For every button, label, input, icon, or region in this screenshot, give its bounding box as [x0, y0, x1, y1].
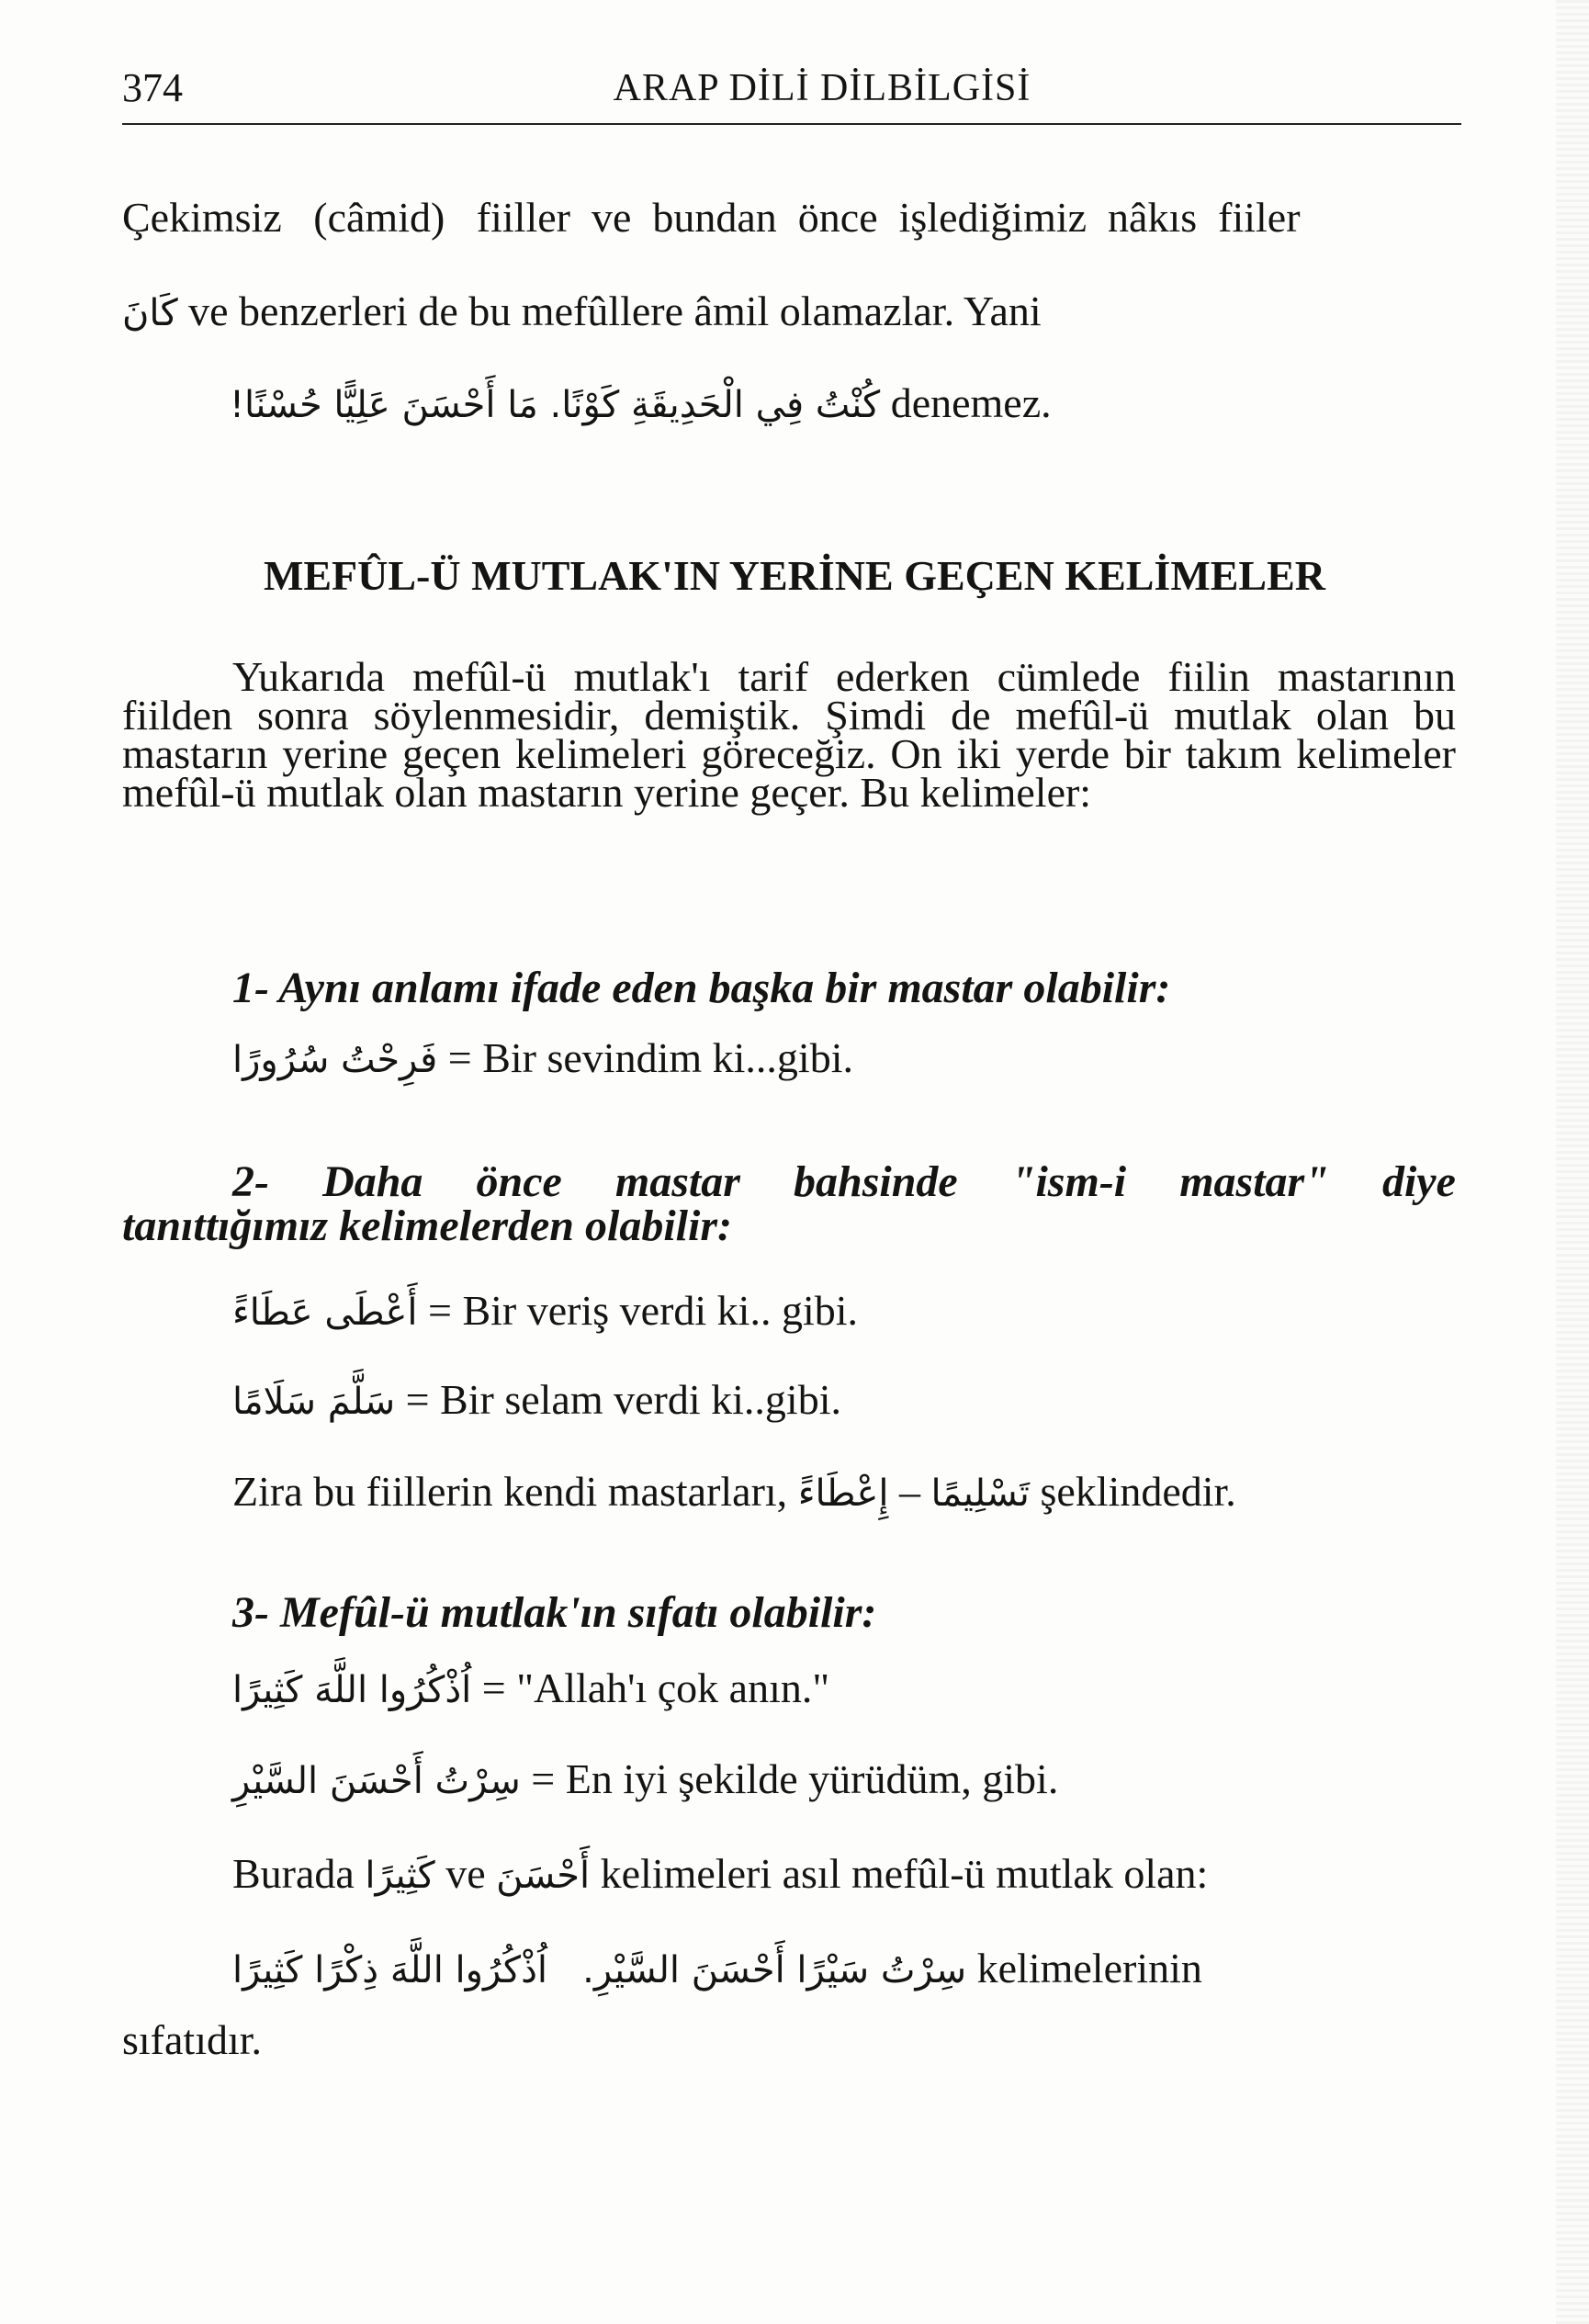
intro-line-2-text: ve benzerleri de bu mefûllere âmil olamazlar. Yani [188, 288, 1042, 334]
title-word: bahsinde [794, 1157, 958, 1206]
example-1-1-meaning: = Bir sevindim ki...gibi. [447, 1034, 853, 1081]
intro-line-3 [230, 378, 1052, 430]
burada-text: Burada [232, 1850, 355, 1897]
header-rule [122, 123, 1461, 125]
page-number: 374 [122, 65, 183, 110]
intro-line-1: Çekimsiz (câmid) fiiller ve bundan önce işlediğimiz nâkıs fiiler [122, 194, 1301, 241]
subsection-2-example-1 [232, 1286, 858, 1337]
arabic-kathiran: كَثِيرًا [365, 1855, 435, 1897]
body-paragraph [122, 653, 1456, 816]
title-word: önce [476, 1157, 562, 1206]
subsection-3-burada-line [232, 1849, 1208, 1901]
intro-line-2 [122, 287, 1042, 338]
note-dash: – [898, 1468, 920, 1515]
full-forms-text: kelimelerinin [976, 1945, 1202, 1991]
subsection-2-title-line-2: tanıttığımız kelimelerden olabilir: [122, 1201, 733, 1250]
arabic-example-3-2: سِرْتُ أَحْسَنَ السَّيْرِ [232, 1760, 521, 1802]
burada-after-text: kelimeleri asıl mefûl-ü mutlak olan: [600, 1850, 1209, 1897]
section-heading: MEFÛL-Ü MUTLAK'IN YERİNE GEÇEN KELİMELER [263, 552, 1326, 599]
scan-edge-texture [1556, 0, 1589, 2324]
title-word: mastar [614, 1157, 740, 1206]
note-text-before: Zira bu fiillerin kendi mastarları, [232, 1468, 788, 1515]
arabic-example-2-2: سَلَّمَ سَلَامًا [232, 1381, 396, 1423]
example-3-2-meaning: = En iyi şekilde yürüdüm, gibi. [531, 1755, 1059, 1802]
subsection-1-title: 1- Aynı anlamı ifade eden başka bir mastar olabilir: [232, 964, 1171, 1012]
note-text-after: şeklindedir. [1040, 1468, 1236, 1515]
subsection-2-note [232, 1467, 1236, 1518]
subsection-3-example-1 [232, 1664, 829, 1715]
subsection-2-example-2 [232, 1375, 841, 1427]
title-word: mastar" [1179, 1157, 1329, 1206]
arabic-kana: كَانَ [122, 292, 178, 334]
arabic-example-1-1: فَرِحْتُ سُرُورًا [232, 1039, 438, 1081]
burada-ve: ve [445, 1850, 486, 1897]
running-header-title: ARAP DİLİ DİLBİLGİSİ [613, 67, 1031, 109]
arabic-example-invalid: كُنْتُ فِي الْحَدِيقَةِ كَوْنًا. مَا أَحْسَنَ عَلِيًّا حُسْنًا! [230, 384, 881, 426]
example-2-1-meaning: = Bir veriş verdi ki.. gibi. [428, 1287, 859, 1334]
subsection-2-title [122, 1157, 1456, 1250]
subsection-2-title-line-1 [122, 1157, 1456, 1206]
body-paragraph-text: Yukarıda mefûl-ü mutlak'ı tarif ederken cümlede fiilin mastarının fiilden sonra söylenmesidir, demiştik. Şimdi de mefûl-ü mutlak olan bu mastarın yerine geçen kelimeleri göreceğiz. On iki yerde bir takım kelimeler mefûl-ü mutlak olan mastarın yerine geçer. Bu kelimeler: [122, 653, 1456, 816]
arabic-full-forms: سِرْتُ سَيْرًا أَحْسَنَ السَّيْرِ. اُذْكُرُوا اللَّهَ ذِكْرًا كَثِيرًا [232, 1949, 967, 1991]
title-word: "ism-i [1010, 1157, 1127, 1206]
arabic-ahsana: أَحْسَنَ [496, 1855, 591, 1897]
arabic-masdar-1: إِعْطَاءً [797, 1472, 889, 1515]
subsection-3-example-2 [232, 1754, 1058, 1806]
arabic-example-3-1: اُذْكُرُوا اللَّهَ كَثِيرًا [232, 1669, 472, 1711]
example-2-2-meaning: = Bir selam verdi ki..gibi. [405, 1376, 841, 1423]
title-word: diye [1381, 1157, 1456, 1206]
subsection-3-full-forms [232, 1944, 1202, 1995]
intro-line-3-text: denemez. [890, 379, 1052, 426]
subsection-3-last-line: sıfatıdır. [122, 2016, 263, 2063]
arabic-example-2-1: أَعْطَى عَطَاءً [232, 1292, 418, 1334]
subsection-1-example [232, 1033, 853, 1085]
title-word: Daha [322, 1157, 423, 1206]
subsection-3-title: 3- Mefûl-ü mutlak'ın sıfatı olabilir: [232, 1588, 877, 1637]
title-word: 2- [232, 1157, 269, 1206]
arabic-masdar-2: تَسْلِيمًا [930, 1472, 1030, 1515]
example-3-1-meaning: = "Allah'ı çok anın." [481, 1664, 830, 1711]
